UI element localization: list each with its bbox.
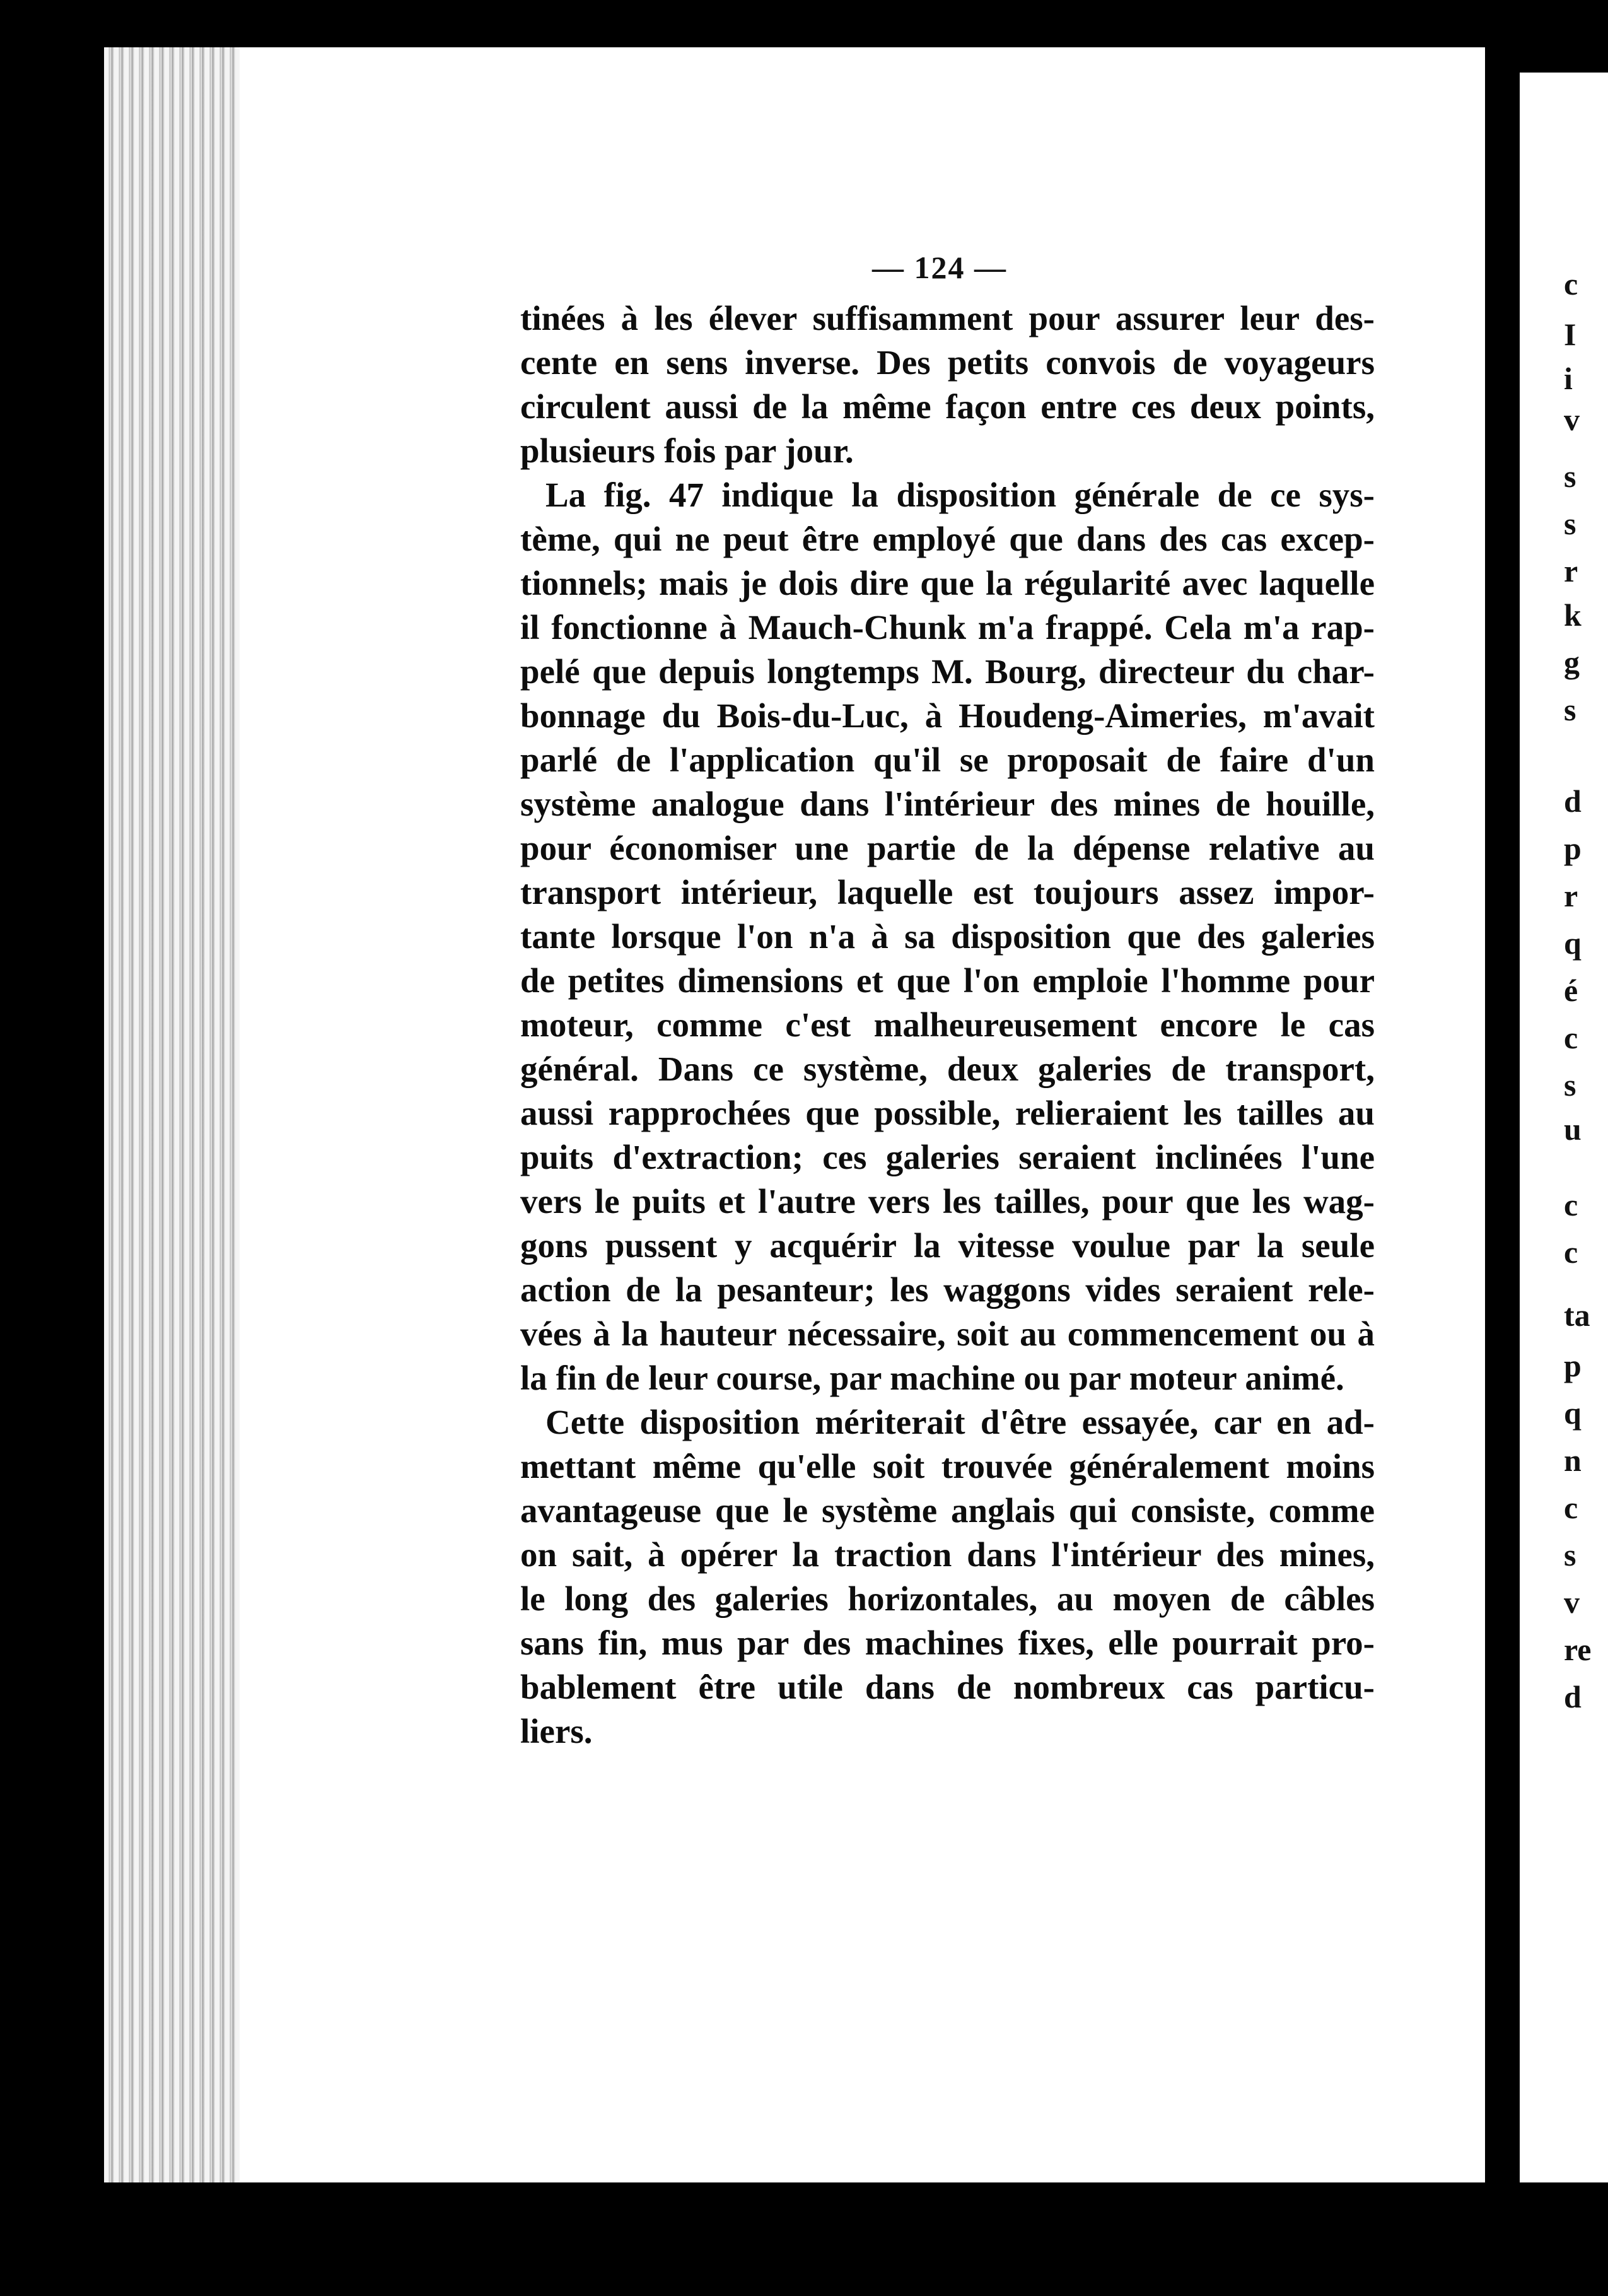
text-line: vées à la hauteur nécessaire, soit au commencement ou à <box>520 1315 1375 1353</box>
facing-page-fragment: k <box>1564 597 1582 633</box>
text-line: on sait, à opérer la traction dans l'intérieur des mines, <box>520 1535 1375 1574</box>
text-line: tionnels; mais je dois dire que la régularité avec laquelle <box>520 564 1375 602</box>
facing-page-fragment: s <box>1564 459 1576 494</box>
text-line: circulent aussi de la même façon entre ces deux points, <box>520 387 1375 426</box>
facing-page-fragment: i <box>1564 361 1573 396</box>
text-line: moteur, comme c'est malheureusement encore le cas <box>520 1005 1375 1044</box>
facing-page-fragment: s <box>1564 506 1576 541</box>
text-line: général. Dans ce système, deux galeries de transport, <box>520 1050 1375 1088</box>
facing-page-fragment: d <box>1564 783 1582 819</box>
facing-page-fragment: p <box>1564 1348 1582 1383</box>
text-line: cente en sens inverse. Des petits convois de voyageurs <box>520 343 1375 382</box>
text-line: sans fin, mus par des machines fixes, elle pourrait pro- <box>520 1624 1375 1662</box>
facing-page-fragment: s <box>1564 692 1576 727</box>
text-line: transport intérieur, laquelle est toujours assez impor- <box>520 873 1375 911</box>
text-line: bablement être utile dans de nombreux cas particu- <box>520 1668 1375 1706</box>
text-line: pour économiser une partie de la dépense relative au <box>520 829 1375 867</box>
text-line: tante lorsque l'on n'a à sa disposition que des galeries <box>520 917 1375 956</box>
text-line: liers. <box>520 1712 593 1750</box>
text-line: gons pussent y acquérir la vitesse voulue par la seule <box>520 1226 1375 1265</box>
page-number: — 124 — <box>872 250 1007 285</box>
facing-page-fragment: c <box>1564 266 1578 302</box>
text-line: action de la pesanteur; les waggons vides seraient rele- <box>520 1270 1375 1309</box>
text-line: mettant même qu'elle soit trouvée généralement moins <box>520 1447 1375 1485</box>
facing-page-fragment: c <box>1564 1020 1578 1055</box>
facing-page-fragment: c <box>1564 1187 1578 1222</box>
facing-page-fragment: v <box>1564 402 1580 437</box>
text-line: aussi rapprochées que possible, relieraient les tailles au <box>520 1094 1375 1132</box>
facing-page-fragment: q <box>1564 1395 1582 1431</box>
text-line: avantageuse que le système anglais qui consiste, comme <box>520 1491 1375 1530</box>
facing-page-fragment: q <box>1564 925 1582 961</box>
paragraph <box>520 1400 1375 1754</box>
facing-page-fragment: c <box>1564 1234 1578 1270</box>
facing-page-fragment: é <box>1564 973 1578 1008</box>
facing-page-fragment: v <box>1564 1584 1580 1620</box>
text-line: La fig. 47 indique la disposition générale de ce sys- <box>545 476 1375 514</box>
facing-page-fragment: g <box>1564 645 1580 680</box>
facing-page-fragment: s <box>1564 1067 1576 1103</box>
text-line: le long des galeries horizontales, au moyen de câbles <box>520 1579 1375 1618</box>
facing-page-fragment: p <box>1564 831 1582 866</box>
page-edges <box>104 47 243 2182</box>
paragraph <box>520 473 1375 1400</box>
facing-page-fragment: u <box>1564 1111 1582 1147</box>
facing-page-fragment: n <box>1564 1443 1582 1478</box>
text-line: tinées à les élever suffisamment pour assurer leur des- <box>520 299 1375 337</box>
facing-page-edge <box>1520 73 1608 2182</box>
paragraph <box>520 296 1375 473</box>
text-line: parlé de l'application qu'il se proposait de faire d'un <box>520 741 1375 779</box>
facing-page-fragment: r <box>1564 878 1578 913</box>
facing-page-fragment: re <box>1564 1632 1592 1667</box>
text-line: la fin de leur course, par machine ou par moteur animé. <box>520 1359 1344 1397</box>
text-line: plusieurs fois par jour. <box>520 431 854 470</box>
facing-page-fragment: c <box>1564 1490 1578 1525</box>
text-line: puits d'extraction; ces galeries seraient inclinées l'une <box>520 1138 1375 1176</box>
text-line: système analogue dans l'intérieur des mines de houille, <box>520 785 1375 823</box>
body-text <box>520 296 1375 1754</box>
facing-page-fragment: I <box>1564 317 1576 352</box>
facing-page-fragment: s <box>1564 1537 1576 1573</box>
text-line: pelé que depuis longtemps M. Bourg, directeur du char- <box>520 652 1375 691</box>
text-line: tème, qui ne peut être employé que dans des cas excep- <box>520 520 1375 558</box>
facing-page-fragment: d <box>1564 1679 1582 1714</box>
book-gutter <box>1485 47 1520 2182</box>
text-line: il fonctionne à Mauch-Chunk m'a frappé. Cela m'a rap- <box>520 608 1375 647</box>
text-line: Cette disposition mériterait d'être essayée, car en ad- <box>545 1403 1375 1441</box>
facing-page-fragment: ta <box>1564 1297 1590 1333</box>
text-line: bonnage du Bois-du-Luc, à Houdeng-Aimeries, m'avait <box>520 696 1375 735</box>
text-line: vers le puits et l'autre vers les tailles, pour que les wag- <box>520 1182 1375 1221</box>
text-line: de petites dimensions et que l'on emploie l'homme pour <box>520 961 1375 1000</box>
facing-page-fragment: r <box>1564 553 1578 589</box>
